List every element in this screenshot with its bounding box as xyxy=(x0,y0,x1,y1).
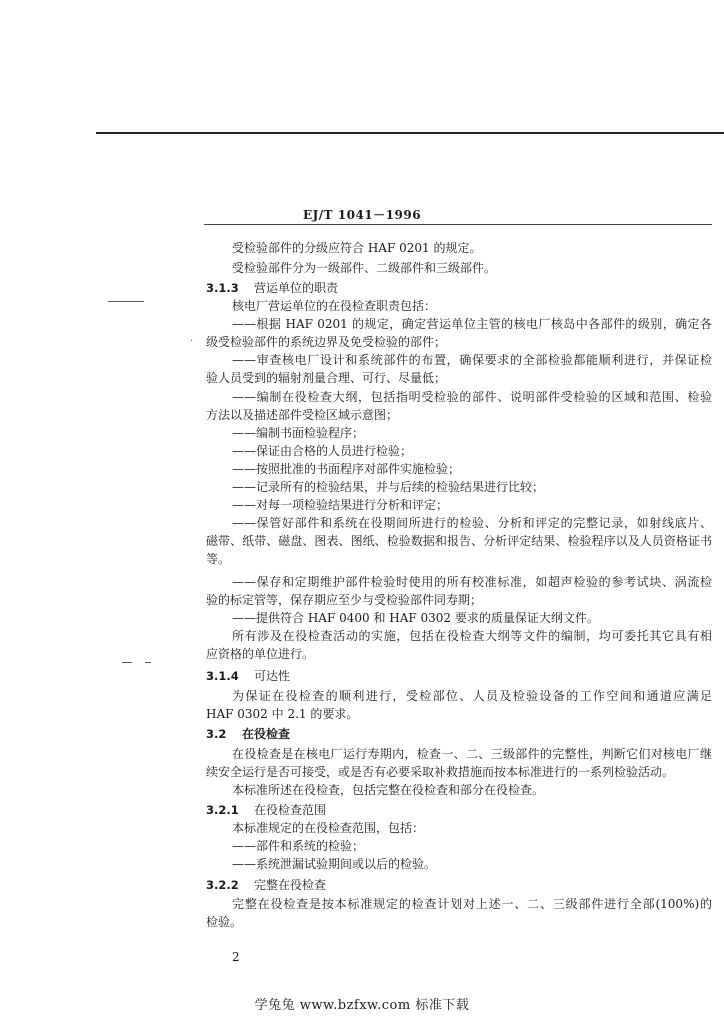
standard-code-header: EJ/T 1041－1996 xyxy=(302,208,422,222)
header-rule xyxy=(204,224,712,225)
text-line: ——保管好部件和系统在役期间所进行的检验、分析和评定的完整记录，如射线底片、 xyxy=(232,516,712,530)
text-line: ——编制在役检查大纲，包括指明受检验的部件、说明部件受检验的区域和范围、检验 xyxy=(232,390,712,404)
text-line: ——部件和系统的检验； xyxy=(232,839,365,853)
section-title: 可达性 xyxy=(254,669,291,683)
section-number: 3.1.3 xyxy=(206,281,239,295)
top-rule xyxy=(96,132,724,134)
section-title: 在役检查范围 xyxy=(254,803,327,817)
text-line: ——对每一项检验结果进行分析和评定； xyxy=(232,498,449,512)
margin-tick xyxy=(108,301,144,302)
text-line: ——编制书面检验程序； xyxy=(232,426,365,440)
text-line: 为保证在役检查的顺利进行，受检部位、人员及检验设备的工作空间和通道应满足 xyxy=(232,689,712,703)
text-line: 级受检验部件的系统边界及免受检验的部件； xyxy=(206,335,447,349)
text-line: ——记录所有的检验结果，并与后续的检验结果进行比较； xyxy=(232,480,545,494)
text-line: 完整在役检查是按本标准规定的检查计划对上述一、二、三级部件进行全部(100%)的 xyxy=(232,897,712,911)
text-line: 所有涉及在役检查活动的实施，包括在役检查大纲等文件的编制，均可委托其它具有相 xyxy=(232,629,712,643)
section-title: 在役检查 xyxy=(242,727,291,741)
text-line: 等。 xyxy=(206,552,231,566)
page-number: 2 xyxy=(232,950,240,964)
text-line: 受检验部件分为一级部件、二级部件和三级部件。 xyxy=(232,261,497,275)
text-line: 验的标定管等，保存期应至少与受检验部件同寿期； xyxy=(206,593,483,607)
section-number: 3.2.1 xyxy=(206,803,239,817)
section-number: 3.1.4 xyxy=(206,669,239,683)
footer-watermark: 学兔兔 www.bzfxw.com 标准下载 xyxy=(254,998,470,1013)
text-line: 在役检查是在核电厂运行寿期内，检查一、二、三级部件的完整性，判断它们对核电厂继 xyxy=(232,747,712,761)
text-line: 检验。 xyxy=(206,915,243,929)
section-number: 3.2.2 xyxy=(206,878,239,892)
margin-tick xyxy=(122,662,132,663)
text-line: 核电厂营运单位的在役检查职责包括： xyxy=(232,299,437,313)
text-line: ——系统泄漏试验期间或以后的检验。 xyxy=(232,857,437,871)
text-line: 本标准所述在役检查，包括完整在役检查和部分在役检查。 xyxy=(232,783,545,797)
text-line: ——保证由合格的人员进行检验； xyxy=(232,444,413,458)
section-title: 营运单位的职责 xyxy=(254,281,339,295)
section-title: 完整在役检查 xyxy=(254,878,327,892)
margin-dot: · xyxy=(190,336,194,347)
text-line: 验人员受到的辐射剂量合理、可行、尽量低； xyxy=(206,371,447,385)
section-number: 3.2 xyxy=(206,727,227,741)
text-line: ——根据 HAF 0201 的规定，确定营运单位主管的核电厂核岛中各部件的级别，确定各 xyxy=(232,317,712,331)
text-line: ——提供符合 HAF 0400 和 HAF 0302 要求的质量保证大纲文件。 xyxy=(232,611,599,625)
text-line: 受检验部件的分级应符合 HAF 0201 的规定。 xyxy=(232,241,482,255)
text-line: ——保存和定期维护部件检验时使用的所有校准标准，如超声检验的参考试块、涡流检 xyxy=(232,575,712,589)
text-line: ——按照批准的书面程序对部件实施检验； xyxy=(232,462,461,476)
text-line: ——审查核电厂设计和系统部件的布置，确保要求的全部检验都能顺利进行，并保证检 xyxy=(232,353,712,367)
text-line: 续安全运行是否可接受，或是否有必要采取补救措施而按本标准进行的一系列检验活动。 xyxy=(206,765,675,779)
margin-tick xyxy=(145,662,151,663)
text-line: 本标准规定的在役检查范围，包括： xyxy=(232,821,425,835)
text-line: 磁带、纸带、磁盘、图表、图纸、检验数据和报告、分析评定结果、检验程序以及人员资格证书 xyxy=(206,534,712,548)
text-line: 方法以及描述部件受检区域示意图； xyxy=(206,408,399,422)
text-line: 应资格的单位进行。 xyxy=(206,647,315,661)
text-line: HAF 0302 中 2.1 的要求。 xyxy=(206,707,359,721)
